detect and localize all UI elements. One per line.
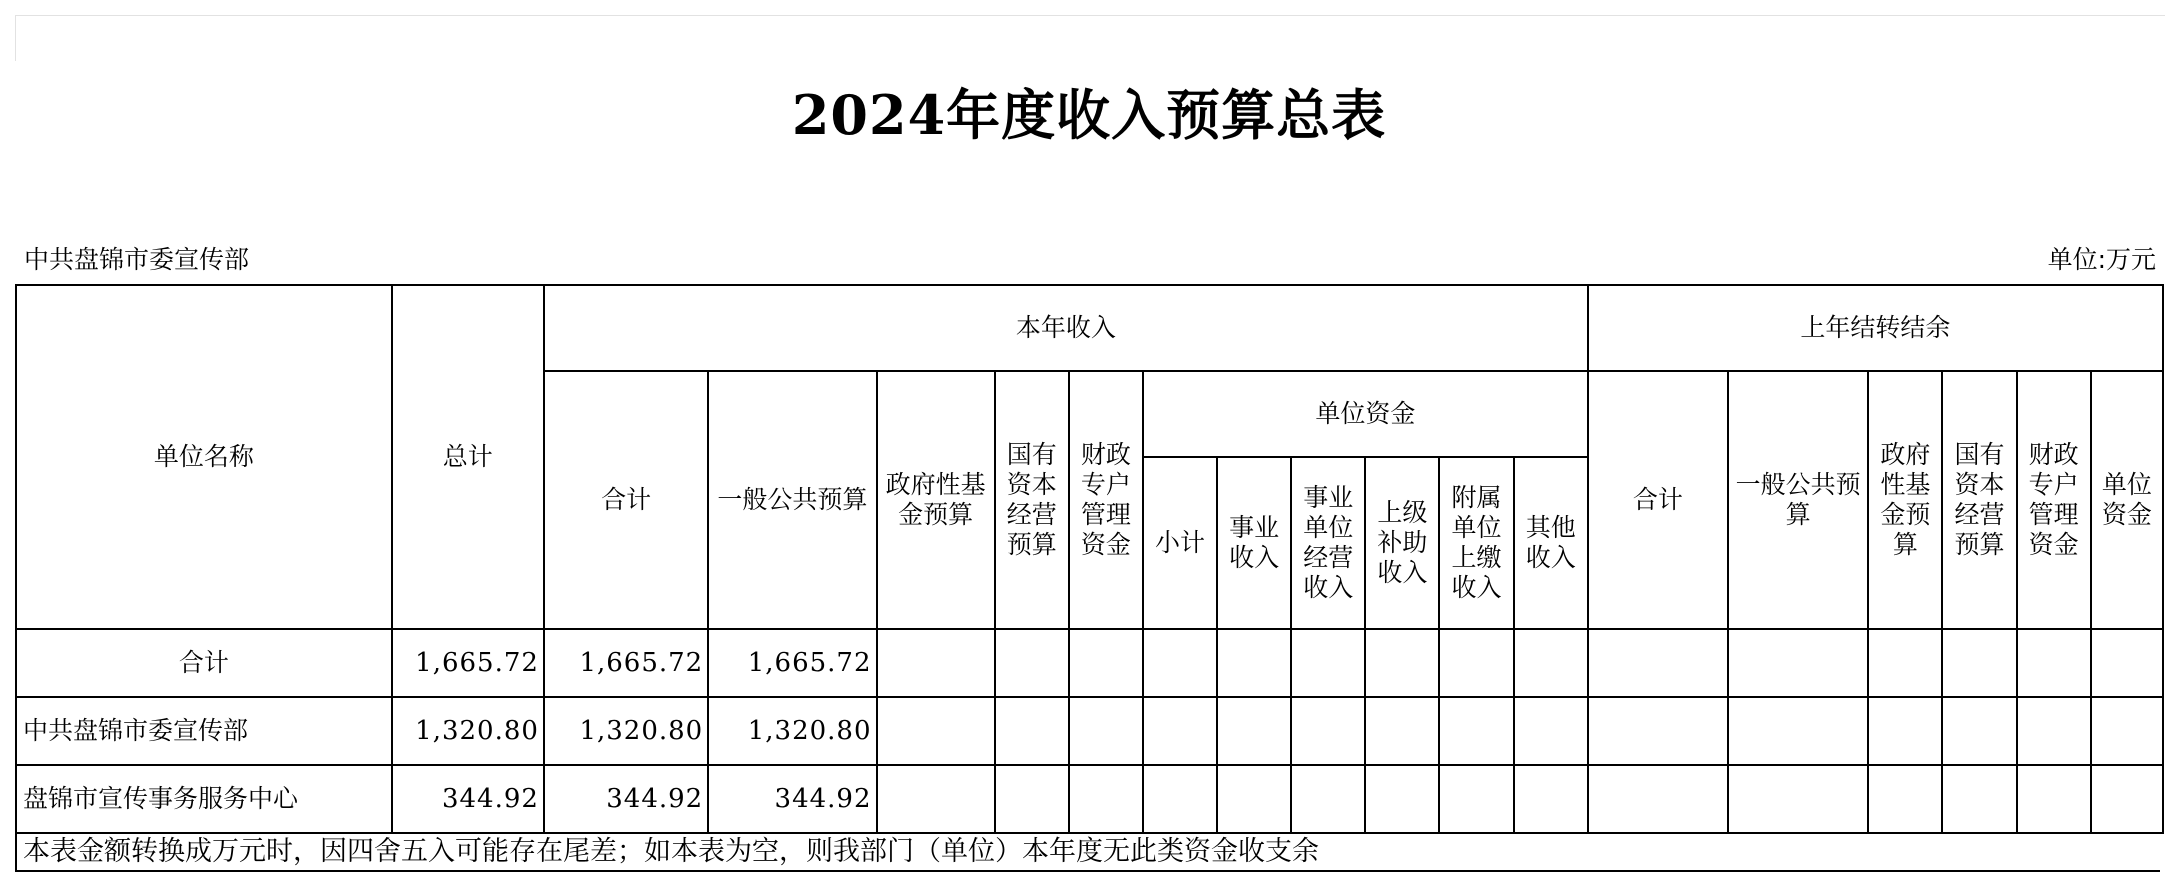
table-row	[16, 629, 2163, 697]
row-general-public-budget-value: 1,320.80	[708, 697, 876, 765]
empty-cell	[1728, 697, 1868, 765]
header-general-public-budget: 一般公共预算	[708, 371, 876, 629]
row-subtotal-value: 344.92	[544, 765, 708, 833]
empty-cell	[1439, 629, 1513, 697]
row-subtotal-value: 1,320.80	[544, 697, 708, 765]
header-superior-subsidy-income: 上级补助收入	[1365, 457, 1439, 629]
table-footnote: 本表金额转换成万元时，因四舍五入可能存在尾差；如本表为空，则我部门（单位）本年度无此类资金收支余	[15, 832, 2160, 872]
empty-cell	[2017, 765, 2091, 833]
empty-cell	[1291, 629, 1365, 697]
empty-cell	[877, 765, 995, 833]
empty-cell	[1514, 697, 1588, 765]
header-prior-year-carryover: 上年结转结余	[1588, 285, 2163, 371]
empty-cell	[1942, 697, 2016, 765]
header-gov-fund-budget: 政府性基金预算	[877, 371, 995, 629]
empty-cell	[2017, 697, 2091, 765]
empty-cell	[2091, 629, 2163, 697]
header-carry-subtotal: 合计	[1588, 371, 1728, 629]
page-top-border	[15, 15, 2165, 16]
row-unit-name: 合计	[16, 629, 392, 697]
header-business-unit-operating-income: 事业单位经营收入	[1291, 457, 1365, 629]
empty-cell	[1588, 629, 1728, 697]
empty-cell	[1868, 697, 1942, 765]
row-unit-name: 盘锦市宣传事务服务中心	[16, 765, 392, 833]
table-row	[16, 765, 2163, 833]
empty-cell	[1588, 765, 1728, 833]
row-subtotal-value: 1,665.72	[544, 629, 708, 697]
empty-cell	[1365, 629, 1439, 697]
row-total-value: 344.92	[392, 765, 544, 833]
empty-cell	[1942, 629, 2016, 697]
empty-cell	[1143, 629, 1217, 697]
income-budget-table	[15, 284, 2164, 834]
header-carry-general-public-budget: 一般公共预算	[1728, 371, 1868, 629]
empty-cell	[1143, 765, 1217, 833]
empty-cell	[1217, 629, 1291, 697]
empty-cell	[1868, 765, 1942, 833]
row-general-public-budget-value: 344.92	[708, 765, 876, 833]
empty-cell	[1069, 697, 1143, 765]
currency-unit-label: 单位:万元	[2047, 245, 2156, 274]
empty-cell	[1942, 765, 2016, 833]
header-row-1	[16, 285, 2163, 371]
header-carry-state-capital-budget: 国有资本经营预算	[1942, 371, 2016, 629]
empty-cell	[1365, 697, 1439, 765]
empty-cell	[1514, 765, 1588, 833]
empty-cell	[1291, 697, 1365, 765]
page-left-border	[15, 15, 16, 61]
table-row	[16, 697, 2163, 765]
empty-cell	[995, 765, 1069, 833]
header-carry-unit-funds: 单位资金	[2091, 371, 2163, 629]
empty-cell	[995, 629, 1069, 697]
empty-cell	[1069, 765, 1143, 833]
row-total-value: 1,665.72	[392, 629, 544, 697]
empty-cell	[1217, 765, 1291, 833]
empty-cell	[1728, 765, 1868, 833]
empty-cell	[1514, 629, 1588, 697]
empty-cell	[1143, 697, 1217, 765]
header-carry-fiscal-special-funds: 财政专户管理资金	[2017, 371, 2091, 629]
empty-cell	[1217, 697, 1291, 765]
empty-cell	[877, 697, 995, 765]
empty-cell	[1069, 629, 1143, 697]
header-state-capital-budget: 国有资本经营预算	[995, 371, 1069, 629]
header-carry-gov-fund-budget: 政府性基金预算	[1868, 371, 1942, 629]
row-unit-name: 中共盘锦市委宣传部	[16, 697, 392, 765]
header-fiscal-special-funds: 财政专户管理资金	[1069, 371, 1143, 629]
header-business-income: 事业收入	[1217, 457, 1291, 629]
header-unit-subtotal: 小计	[1143, 457, 1217, 629]
empty-cell	[1291, 765, 1365, 833]
header-unit-funds: 单位资金	[1143, 371, 1588, 457]
department-name: 中共盘锦市委宣传部	[24, 245, 250, 274]
header-affiliated-unit-remittance-income: 附属单位上缴收入	[1439, 457, 1513, 629]
empty-cell	[2017, 629, 2091, 697]
header-unit-name: 单位名称	[16, 285, 392, 629]
row-general-public-budget-value: 1,665.72	[708, 629, 876, 697]
row-total-value: 1,320.80	[392, 697, 544, 765]
empty-cell	[1868, 629, 1942, 697]
header-other-income: 其他收入	[1514, 457, 1588, 629]
empty-cell	[1439, 765, 1513, 833]
header-subtotal: 合计	[544, 371, 708, 629]
page-title: 2024年度收入预算总表	[791, 83, 1387, 147]
empty-cell	[877, 629, 995, 697]
empty-cell	[1365, 765, 1439, 833]
empty-cell	[1588, 697, 1728, 765]
empty-cell	[1439, 697, 1513, 765]
empty-cell	[2091, 697, 2163, 765]
header-total: 总计	[392, 285, 544, 629]
empty-cell	[1728, 629, 1868, 697]
header-current-year-income: 本年收入	[544, 285, 1588, 371]
empty-cell	[995, 697, 1069, 765]
empty-cell	[2091, 765, 2163, 833]
